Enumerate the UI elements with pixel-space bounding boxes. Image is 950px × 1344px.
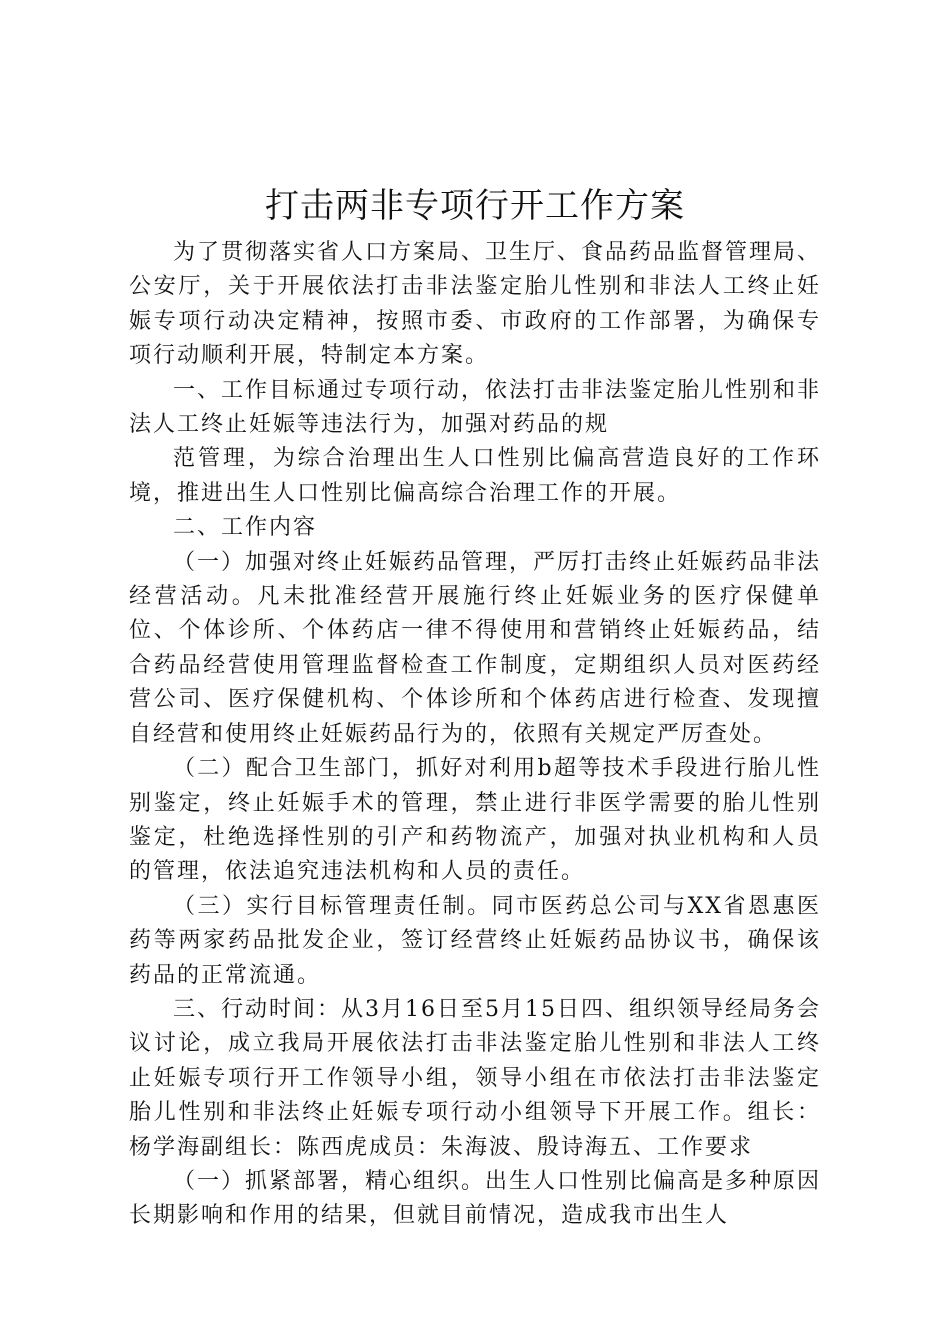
section-1-goal-continuation: 范管理，为综合治理出生人口性别比偏高营造良好的工作环境，推进出生人口性别比偏高综合治理工作的开展。 — [129, 446, 821, 506]
document-title: 打击两非专项行开工作方案 — [265, 186, 685, 226]
section-2-item-2-paragraph: （二）配合卫生部门，抓好对利用b超等技术手段进行胎儿性别鉴定，终止妊娠手术的管理，禁止进行非医学需要的胎儿性别鉴定，杜绝选择性别的引产和药物流产，加强对执业机构和人员的管理，依法追究违法机构和人员的责任。 — [129, 756, 821, 885]
section-2-heading: 二、工作内容 — [173, 515, 318, 541]
section-3-4-5-paragraph: 三、行动时间：从3月16日至5月15日四、组织领导经局务会议讨论，成立我局开展依法打击非法鉴定胎儿性别和非法人工终止妊娠专项行开工作领导小组，领导小组在市依法打击非法鉴定胎儿性别和非法终止妊娠专项行动小组领导下开展工作。组长：杨学海副组长：陈西虎成员：朱海波、殷诗海五、工作要求 — [129, 996, 821, 1160]
section-2-item-3-paragraph: （三）实行目标管理责任制。同市医药总公司与XX省恩惠医药等两家药品批发企业，签订经营终止妊娠药品协议书，确保该药品的正常流通。 — [129, 893, 821, 988]
section-1-goal-paragraph: 一、工作目标通过专项行动，依法打击非法鉴定胎儿性别和非法人工终止妊娠等违法行为，加强对药品的规 — [129, 377, 822, 438]
document-body — [129, 236, 821, 1234]
section-5-item-1-paragraph: （一）抓紧部署，精心组织。出生人口性别比偏高是多种原因长期影响和作用的结果，但就目前情况，造成我市出生人 — [129, 1168, 822, 1229]
section-2-item-1-paragraph: （一）加强对终止妊娠药品管理，严厉打击终止妊娠药品非法经营活动。凡未批准经营开展施行终止妊娠业务的医疗保健单位、个体诊所、个体药店一律不得使用和营销终止妊娠药品，结合药品经营使用管理监督检查工作制度，定期组织人员对医药经营公司、医疗保健机构、个体诊所和个体药店进行检查、发现擅自经营和使用终止妊娠药品行为的，依照有关规定严厉查处。 — [129, 549, 822, 747]
intro-paragraph: 为了贯彻落实省人口方案局、卫生厅、食品药品监督管理局、公安厅，关于开展依法打击非法鉴定胎儿性别和非法人工终止妊娠专项行动决定精神，按照市委、市政府的工作部署，为确保专项行动顺利开展，特制定本方案。 — [129, 240, 822, 369]
